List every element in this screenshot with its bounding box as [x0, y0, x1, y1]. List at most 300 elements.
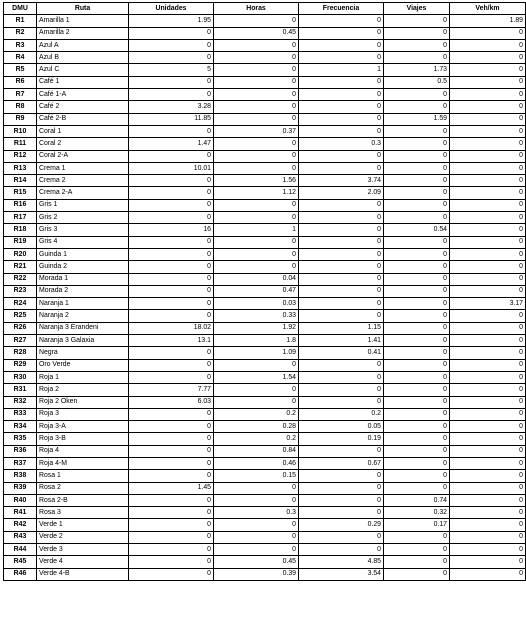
cell-unidades: 18.02: [129, 322, 214, 334]
cell-frecuencia: 0: [299, 125, 384, 137]
cell-veh-km: 0: [450, 494, 526, 506]
cell-frecuencia: 0: [299, 544, 384, 556]
table-row: [4, 39, 526, 51]
table-row: [4, 212, 526, 224]
cell-ruta: Roja 3-B: [37, 433, 129, 445]
table-row: [4, 89, 526, 101]
table-row: [4, 64, 526, 76]
table-row: [4, 248, 526, 260]
cell-frecuencia: 0: [299, 212, 384, 224]
cell-veh-km: 0: [450, 507, 526, 519]
cell-unidades: 0: [129, 457, 214, 469]
cell-dmu: R11: [4, 138, 37, 150]
cell-horas: 0.37: [214, 125, 299, 137]
cell-viajes: 0: [384, 310, 450, 322]
table-row: [4, 568, 526, 580]
cell-dmu: R15: [4, 187, 37, 199]
cell-horas: 0: [214, 261, 299, 273]
column-header-dmu: DMU: [4, 3, 37, 15]
cell-frecuencia: 0: [299, 101, 384, 113]
cell-frecuencia: 0: [299, 15, 384, 27]
cell-horas: 1.8: [214, 335, 299, 347]
cell-frecuencia: 0: [299, 224, 384, 236]
cell-viajes: 0: [384, 285, 450, 297]
cell-unidades: 0: [129, 125, 214, 137]
cell-horas: 0.03: [214, 298, 299, 310]
cell-veh-km: 0: [450, 408, 526, 420]
table-row: [4, 347, 526, 359]
cell-horas: 0: [214, 519, 299, 531]
cell-frecuencia: 0.19: [299, 433, 384, 445]
cell-dmu: R46: [4, 568, 37, 580]
cell-horas: 0.46: [214, 457, 299, 469]
cell-ruta: Oro Verde: [37, 359, 129, 371]
table-row: [4, 76, 526, 88]
cell-unidades: 0: [129, 408, 214, 420]
cell-veh-km: 0: [450, 212, 526, 224]
cell-frecuencia: 0.41: [299, 347, 384, 359]
cell-ruta: Naranja 1: [37, 298, 129, 310]
cell-viajes: 0: [384, 531, 450, 543]
cell-veh-km: 0: [450, 433, 526, 445]
table-row: [4, 359, 526, 371]
cell-unidades: 5: [129, 64, 214, 76]
cell-frecuencia: 0: [299, 396, 384, 408]
cell-dmu: R28: [4, 347, 37, 359]
cell-frecuencia: 0.05: [299, 421, 384, 433]
cell-veh-km: 0: [450, 39, 526, 51]
cell-unidades: 0: [129, 175, 214, 187]
cell-horas: 1.54: [214, 371, 299, 383]
cell-ruta: Verde 1: [37, 519, 129, 531]
cell-dmu: R5: [4, 64, 37, 76]
cell-frecuencia: 0: [299, 531, 384, 543]
cell-unidades: 0: [129, 310, 214, 322]
cell-horas: 0: [214, 162, 299, 174]
cell-ruta: Verde 2: [37, 531, 129, 543]
cell-frecuencia: 0.3: [299, 138, 384, 150]
cell-dmu: R3: [4, 39, 37, 51]
column-header-ruta: Ruta: [37, 3, 129, 15]
cell-dmu: R18: [4, 224, 37, 236]
cell-viajes: 0: [384, 162, 450, 174]
cell-viajes: 0: [384, 273, 450, 285]
cell-ruta: Coral 2-A: [37, 150, 129, 162]
cell-horas: 0.39: [214, 568, 299, 580]
cell-unidades: 0: [129, 285, 214, 297]
cell-viajes: 1.73: [384, 64, 450, 76]
cell-veh-km: 0: [450, 175, 526, 187]
cell-frecuencia: 0: [299, 470, 384, 482]
cell-unidades: 0: [129, 531, 214, 543]
cell-horas: 0.2: [214, 433, 299, 445]
cell-ruta: Azul A: [37, 39, 129, 51]
cell-unidades: 11.85: [129, 113, 214, 125]
cell-unidades: 0: [129, 544, 214, 556]
cell-unidades: 0: [129, 494, 214, 506]
cell-horas: 0: [214, 199, 299, 211]
cell-dmu: R34: [4, 421, 37, 433]
cell-ruta: Café 2-B: [37, 113, 129, 125]
cell-horas: 0: [214, 101, 299, 113]
cell-viajes: 0.5: [384, 76, 450, 88]
cell-dmu: R6: [4, 76, 37, 88]
cell-unidades: 10.01: [129, 162, 214, 174]
table-row: [4, 150, 526, 162]
cell-unidades: 0: [129, 212, 214, 224]
cell-ruta: Guinda 1: [37, 248, 129, 260]
cell-unidades: 13.1: [129, 335, 214, 347]
cell-unidades: 0: [129, 371, 214, 383]
cell-veh-km: 0: [450, 421, 526, 433]
table-row: [4, 224, 526, 236]
cell-viajes: 0: [384, 52, 450, 64]
cell-unidades: 0: [129, 421, 214, 433]
cell-viajes: 0.17: [384, 519, 450, 531]
cell-horas: 1.12: [214, 187, 299, 199]
cell-dmu: R38: [4, 470, 37, 482]
cell-unidades: 0: [129, 519, 214, 531]
cell-ruta: Café 2: [37, 101, 129, 113]
table-row: [4, 396, 526, 408]
cell-ruta: Roja 3: [37, 408, 129, 420]
cell-horas: 0: [214, 113, 299, 125]
cell-horas: 0: [214, 236, 299, 248]
cell-horas: 0.45: [214, 27, 299, 39]
table-row: [4, 138, 526, 150]
cell-horas: 0.84: [214, 445, 299, 457]
cell-unidades: 1.95: [129, 15, 214, 27]
table-row: [4, 433, 526, 445]
cell-unidades: 0: [129, 261, 214, 273]
table-row: [4, 531, 526, 543]
cell-frecuencia: 0: [299, 384, 384, 396]
cell-ruta: Morada 2: [37, 285, 129, 297]
cell-dmu: R26: [4, 322, 37, 334]
cell-ruta: Amarilla 1: [37, 15, 129, 27]
cell-veh-km: 0: [450, 248, 526, 260]
cell-dmu: R40: [4, 494, 37, 506]
cell-dmu: R30: [4, 371, 37, 383]
cell-veh-km: 0: [450, 347, 526, 359]
cell-viajes: 0: [384, 457, 450, 469]
cell-frecuencia: 4.85: [299, 556, 384, 568]
cell-unidades: 16: [129, 224, 214, 236]
table-row: [4, 457, 526, 469]
cell-veh-km: 3.17: [450, 298, 526, 310]
cell-unidades: 0: [129, 433, 214, 445]
cell-horas: 0: [214, 150, 299, 162]
cell-ruta: Coral 2: [37, 138, 129, 150]
cell-frecuencia: 0: [299, 113, 384, 125]
table-row: [4, 101, 526, 113]
cell-unidades: 0: [129, 199, 214, 211]
cell-frecuencia: 0: [299, 507, 384, 519]
cell-viajes: 0: [384, 482, 450, 494]
cell-unidades: 1.47: [129, 138, 214, 150]
table-row: [4, 236, 526, 248]
cell-veh-km: 0: [450, 556, 526, 568]
table-row: [4, 507, 526, 519]
efficiency-table: [3, 2, 526, 581]
cell-ruta: Verde 4-B: [37, 568, 129, 580]
cell-dmu: R20: [4, 248, 37, 260]
cell-viajes: 0: [384, 39, 450, 51]
cell-viajes: 0: [384, 298, 450, 310]
cell-viajes: 0: [384, 125, 450, 137]
cell-horas: 0: [214, 212, 299, 224]
cell-horas: 0: [214, 89, 299, 101]
cell-viajes: 0: [384, 27, 450, 39]
cell-frecuencia: 0.67: [299, 457, 384, 469]
cell-viajes: 0: [384, 371, 450, 383]
cell-dmu: R35: [4, 433, 37, 445]
cell-veh-km: 0: [450, 150, 526, 162]
cell-ruta: Gris 4: [37, 236, 129, 248]
cell-dmu: R37: [4, 457, 37, 469]
cell-unidades: 0: [129, 445, 214, 457]
cell-frecuencia: 0: [299, 199, 384, 211]
table-row: [4, 445, 526, 457]
cell-unidades: 1.45: [129, 482, 214, 494]
cell-dmu: R16: [4, 199, 37, 211]
cell-horas: 0.2: [214, 408, 299, 420]
table-row: [4, 113, 526, 125]
cell-ruta: Negra: [37, 347, 129, 359]
cell-unidades: 0: [129, 39, 214, 51]
cell-unidades: 0: [129, 187, 214, 199]
cell-horas: 0: [214, 39, 299, 51]
cell-frecuencia: 1.15: [299, 322, 384, 334]
cell-horas: 0: [214, 384, 299, 396]
cell-unidades: 0: [129, 76, 214, 88]
cell-viajes: 0: [384, 199, 450, 211]
cell-frecuencia: 0: [299, 445, 384, 457]
table-row: [4, 298, 526, 310]
cell-veh-km: 0: [450, 125, 526, 137]
table-row: [4, 519, 526, 531]
cell-dmu: R43: [4, 531, 37, 543]
cell-viajes: 0: [384, 445, 450, 457]
cell-veh-km: 0: [450, 162, 526, 174]
cell-veh-km: 0: [450, 310, 526, 322]
cell-ruta: Rosa 1: [37, 470, 129, 482]
cell-viajes: 0: [384, 248, 450, 260]
column-header-viajes: Viajes: [384, 3, 450, 15]
cell-frecuencia: 1.41: [299, 335, 384, 347]
cell-viajes: 0: [384, 101, 450, 113]
cell-unidades: 0: [129, 470, 214, 482]
cell-dmu: R17: [4, 212, 37, 224]
table-row: [4, 162, 526, 174]
cell-viajes: 0: [384, 433, 450, 445]
cell-unidades: 0: [129, 248, 214, 260]
cell-veh-km: 0: [450, 335, 526, 347]
cell-viajes: 0: [384, 470, 450, 482]
cell-viajes: 0: [384, 544, 450, 556]
table-row: [4, 322, 526, 334]
table-row: [4, 199, 526, 211]
cell-horas: 0: [214, 15, 299, 27]
column-header-veh-km: Veh/km: [450, 3, 526, 15]
cell-veh-km: 0: [450, 457, 526, 469]
cell-unidades: 0: [129, 556, 214, 568]
cell-viajes: 0: [384, 261, 450, 273]
cell-ruta: Roja 3-A: [37, 421, 129, 433]
cell-unidades: 3.28: [129, 101, 214, 113]
cell-viajes: 0: [384, 384, 450, 396]
cell-viajes: 0: [384, 175, 450, 187]
table-row: [4, 371, 526, 383]
cell-horas: 0: [214, 248, 299, 260]
cell-unidades: 0: [129, 359, 214, 371]
cell-frecuencia: 1: [299, 64, 384, 76]
cell-viajes: 0.74: [384, 494, 450, 506]
cell-viajes: 0: [384, 421, 450, 433]
cell-dmu: R13: [4, 162, 37, 174]
cell-dmu: R44: [4, 544, 37, 556]
cell-horas: 0.04: [214, 273, 299, 285]
cell-viajes: 0: [384, 236, 450, 248]
cell-frecuencia: 0: [299, 162, 384, 174]
cell-dmu: R45: [4, 556, 37, 568]
cell-frecuencia: 0: [299, 261, 384, 273]
cell-ruta: Naranja 2: [37, 310, 129, 322]
cell-frecuencia: 0: [299, 248, 384, 260]
cell-horas: 0.15: [214, 470, 299, 482]
cell-ruta: Verde 3: [37, 544, 129, 556]
cell-veh-km: 0: [450, 322, 526, 334]
cell-horas: 0: [214, 482, 299, 494]
cell-viajes: 0.32: [384, 507, 450, 519]
cell-veh-km: 0: [450, 76, 526, 88]
cell-veh-km: 0: [450, 544, 526, 556]
cell-viajes: 0: [384, 359, 450, 371]
cell-dmu: R19: [4, 236, 37, 248]
cell-viajes: 0: [384, 396, 450, 408]
cell-dmu: R14: [4, 175, 37, 187]
cell-ruta: Gris 1: [37, 199, 129, 211]
cell-ruta: Guinda 2: [37, 261, 129, 273]
cell-dmu: R21: [4, 261, 37, 273]
cell-veh-km: 0: [450, 359, 526, 371]
cell-ruta: Crema 1: [37, 162, 129, 174]
cell-viajes: 0: [384, 89, 450, 101]
cell-dmu: R8: [4, 101, 37, 113]
cell-ruta: Amarilla 2: [37, 27, 129, 39]
table-row: [4, 470, 526, 482]
cell-dmu: R39: [4, 482, 37, 494]
cell-dmu: R12: [4, 150, 37, 162]
cell-ruta: Roja 4-M: [37, 457, 129, 469]
cell-dmu: R4: [4, 52, 37, 64]
cell-veh-km: 0: [450, 445, 526, 457]
table-row: [4, 175, 526, 187]
cell-unidades: 0: [129, 89, 214, 101]
table-row: [4, 408, 526, 420]
table-row: [4, 384, 526, 396]
cell-veh-km: 0: [450, 396, 526, 408]
table-row: [4, 285, 526, 297]
table-row: [4, 494, 526, 506]
cell-veh-km: 1.89: [450, 15, 526, 27]
cell-veh-km: 0: [450, 371, 526, 383]
table-row: [4, 52, 526, 64]
cell-dmu: R36: [4, 445, 37, 457]
cell-unidades: 0: [129, 27, 214, 39]
cell-horas: 0: [214, 76, 299, 88]
table-row: [4, 482, 526, 494]
cell-unidades: 0: [129, 236, 214, 248]
table-body: [4, 15, 526, 581]
cell-frecuencia: 0: [299, 285, 384, 297]
cell-frecuencia: 0: [299, 52, 384, 64]
cell-horas: 0: [214, 52, 299, 64]
cell-horas: 1.09: [214, 347, 299, 359]
cell-veh-km: 0: [450, 64, 526, 76]
cell-ruta: Roja 4: [37, 445, 129, 457]
cell-horas: 1.56: [214, 175, 299, 187]
cell-frecuencia: 3.74: [299, 175, 384, 187]
cell-frecuencia: 0: [299, 76, 384, 88]
cell-veh-km: 0: [450, 482, 526, 494]
cell-frecuencia: 0.29: [299, 519, 384, 531]
cell-ruta: Azul B: [37, 52, 129, 64]
cell-viajes: 0: [384, 347, 450, 359]
cell-horas: 0: [214, 64, 299, 76]
cell-dmu: R7: [4, 89, 37, 101]
cell-horas: 0.33: [214, 310, 299, 322]
cell-veh-km: 0: [450, 224, 526, 236]
cell-dmu: R31: [4, 384, 37, 396]
cell-ruta: Café 1: [37, 76, 129, 88]
table-row: [4, 273, 526, 285]
cell-unidades: 7.77: [129, 384, 214, 396]
cell-veh-km: 0: [450, 273, 526, 285]
cell-ruta: Roja 2: [37, 384, 129, 396]
cell-veh-km: 0: [450, 470, 526, 482]
cell-ruta: Naranja 3 Galaxia: [37, 335, 129, 347]
cell-viajes: 0: [384, 335, 450, 347]
cell-dmu: R29: [4, 359, 37, 371]
table-row: [4, 27, 526, 39]
cell-horas: 0.45: [214, 556, 299, 568]
table-row: [4, 15, 526, 27]
cell-unidades: 0: [129, 568, 214, 580]
cell-horas: 0: [214, 138, 299, 150]
cell-ruta: Verde 4: [37, 556, 129, 568]
cell-dmu: R24: [4, 298, 37, 310]
cell-unidades: 0: [129, 347, 214, 359]
cell-dmu: R1: [4, 15, 37, 27]
cell-ruta: Rosa 2: [37, 482, 129, 494]
table-row: [4, 556, 526, 568]
cell-ruta: Crema 2-A: [37, 187, 129, 199]
cell-veh-km: 0: [450, 531, 526, 543]
cell-dmu: R42: [4, 519, 37, 531]
cell-dmu: R23: [4, 285, 37, 297]
cell-dmu: R10: [4, 125, 37, 137]
cell-ruta: Crema 2: [37, 175, 129, 187]
cell-dmu: R9: [4, 113, 37, 125]
cell-veh-km: 0: [450, 261, 526, 273]
cell-horas: 1: [214, 224, 299, 236]
cell-ruta: Rosa 2-B: [37, 494, 129, 506]
cell-dmu: R41: [4, 507, 37, 519]
table-row: [4, 335, 526, 347]
cell-frecuencia: 0: [299, 27, 384, 39]
cell-veh-km: 0: [450, 138, 526, 150]
